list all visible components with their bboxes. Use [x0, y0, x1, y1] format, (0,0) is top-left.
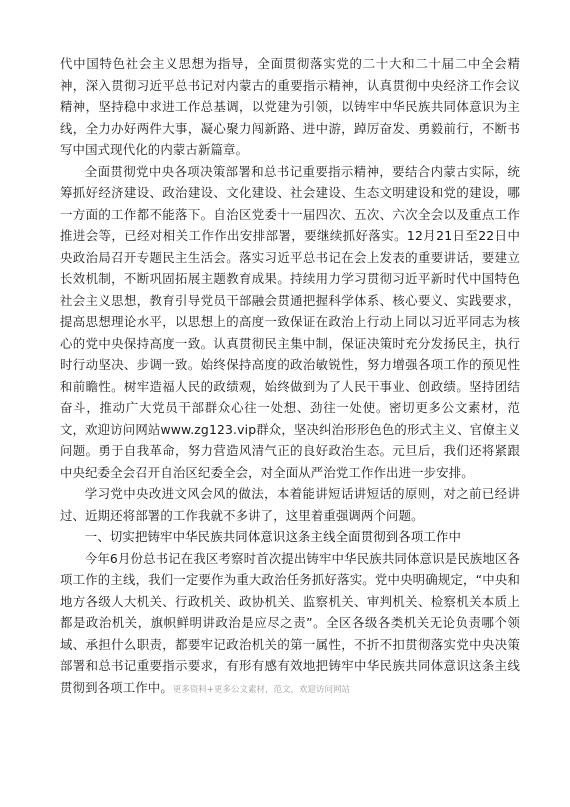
paragraph-4-text: 今年6月份总书记在我区考察时首次提出铸牢中华民族共同体意识是民族地区各项工作的主线，我们一定要作为重大政治任务抓好落实。党中央明确规定，“中央和地方各级人大机关、行政机关、政协机关、监察机关、审判机关、检察机关本质上都是政治机关，旗帜鲜明讲政治是应尽之责”。全区各级各类机关无论负责哪个领域、承担什么职责，都要牢记政治机关的第一属性，不折不扣贯彻落实党中央决策部署和总书记重要指示要求，有形有感有效地把铸牢中华民族共同体意识这条主线贯彻到各项工作中。: [60, 550, 520, 695]
paragraph-4: [60, 548, 520, 702]
paragraph-3: 学习党中央改进文风会风的做法，本着能讲短话讲短话的原则，对之前已经讲过、近期还将部署的工作我就不多讲了，这里着重强调两个问题。: [60, 486, 520, 523]
paragraph-2: 全面贯彻党中央各项决策部署和总书记重要指示精神，要结合内蒙古实际，统筹抓好经济建设、政治建设、文化建设、社会建设、生态文明建设和党的建设，哪一方面的工作都不能落下。自治区党委十一届四次、五次、六次全会以及重点工作推进会等，已经对相关工作作出安排部署，要继续抓好落实。12月21日至22日中央政治局召开专题民主生活会。落实习近平总书记在会上发表的重要讲话，要建立长效机制，不断巩固拓展主题教育成果。持续用力学习贯彻习近平新时代中国特色社会主义思想，教育引导党员干部融会贯通把握科学体系、核心要义、实践要求，提高思想理论水平，以思想上的高度一致保证在政治上行动上同以习近平同志为核心的党中央保持高度一致。认真贯彻民主集中制，保证决策时充分发扬民主，执行时行动坚决、步调一致。始终保持高度的政治敏锐性，努力增强各项工作的预见性和前瞻性。树牢造福人民的政绩观，始终做到为了人民干事业、创政绩。坚持团结奋斗，推动广大党员干部群众心往一处想、劲往一处使。密切更多公文素材，范文，欢迎访问网站www.zg123.vip群众，坚决纠治形形色色的形式主义、官僚主义问题。勇于自我革命，努力营造风清气正的良好政治生态。元旦后，我们还将紧跟中央纪委全会召开自治区纪委全会，对全面从严治党工作作出进一步安排。: [60, 163, 520, 480]
section-heading: 一、切实把铸牢中华民族共同体意识这条主线全面贯彻到各项工作中: [84, 529, 462, 544]
document-body: [60, 53, 520, 701]
promo-note: 更多资料+更多公文素材，范文，欢迎访问网站: [172, 684, 350, 695]
paragraph-1: 代中国特色社会主义思想为指导，全面贯彻落实党的二十大和二十届二中全会精神，深入贯彻习近平总书记对内蒙古的重要指示精神，认真贯彻中央经济工作会议精神，坚持稳中求进工作总基调，以党建为引领，以铸牢中华民族共同体意识为主线，全力办好两件大事，凝心聚力闯新路、进中游，踔厉奋发、勇毅前行，不断书写中国式现代化的内蒙古新篇章。: [60, 56, 520, 157]
